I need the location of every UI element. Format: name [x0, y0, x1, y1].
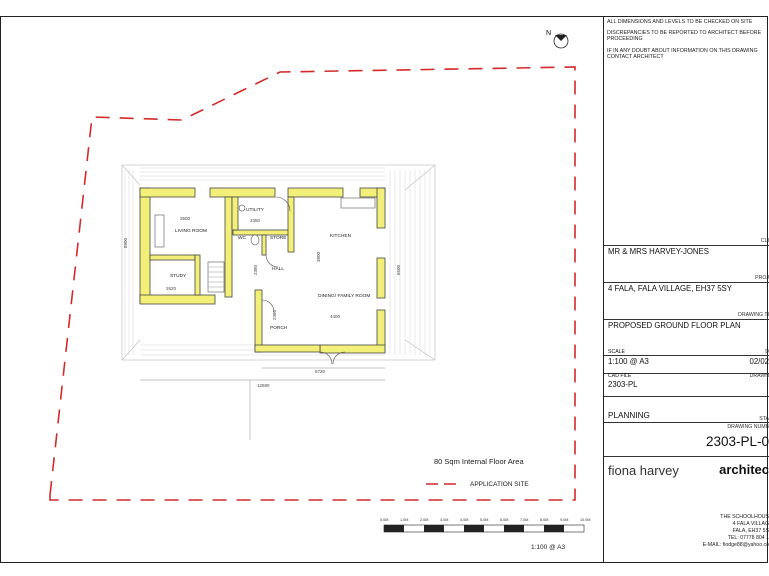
- note-4: IF IN ANY DOUBT ABOUT INFORMATION ON THIS DRAWING: [607, 48, 758, 54]
- drawing-number: 2303-PL-0: [705, 434, 769, 449]
- title-block: [603, 16, 769, 562]
- drawing-title-label: DRAWING TI: [738, 312, 769, 318]
- north-arrow-icon: [546, 30, 568, 48]
- address-line-5: E-MAIL: fiodge88@yahoo.co: [702, 542, 769, 548]
- dim-left-height: 8900: [123, 237, 128, 248]
- scale-tick-label: 4.0M: [460, 518, 469, 522]
- client-name: MR & MRS HARVEY-JONES: [608, 247, 709, 256]
- scale-tick-label: 1.0M: [400, 518, 409, 522]
- legend-application-site: APPLICATION SITE: [470, 481, 529, 488]
- status-value: PLANNING: [608, 411, 650, 420]
- divider: [604, 422, 769, 423]
- scale-field-label: SCALE: [608, 349, 626, 355]
- divider: [604, 319, 769, 320]
- divider: [604, 282, 769, 283]
- room-label-wc: WC: [238, 236, 246, 241]
- scale-bar: [384, 525, 584, 532]
- scale-tick-labels: [380, 518, 591, 522]
- client-label: CLI: [760, 238, 769, 244]
- address-line-3: FALA, EH37 5S: [732, 528, 769, 534]
- divider: [604, 396, 769, 397]
- scale-tick-label: 8.0M: [540, 518, 549, 522]
- scale-tick-label: 6.0M: [500, 518, 509, 522]
- legend-floor-area: 80 Sqm Internal Floor Area: [434, 457, 524, 466]
- project-name: 4 FALA, FALA VILLAGE, EH37 5SY: [608, 284, 732, 293]
- divider: [604, 456, 769, 457]
- note-3: PROCEEDING: [607, 36, 643, 42]
- address-line-2: 4 FALA VILLAG: [732, 521, 769, 527]
- dim-right-height: 6500: [396, 264, 401, 275]
- note-2: DISCREPANCIES TO BE REPORTED TO ARCHITECT BEFORE: [607, 30, 762, 36]
- scale-tick-label: 2.0M: [420, 518, 429, 522]
- dim-utility-width: 2350: [250, 218, 261, 223]
- room-label-kitchen: KITCHEN: [330, 234, 352, 239]
- room-label-utility: UTILITY: [246, 208, 264, 213]
- door-swings: [262, 197, 345, 364]
- dim-hall-height: 2380: [253, 264, 258, 275]
- note-5: CONTACT ARCHITECT: [607, 54, 664, 60]
- drawing-number-label: DRAWING NUMB: [727, 424, 769, 430]
- dim-overall-width-2: 12580: [257, 383, 270, 388]
- room-label-porch: PORCH: [270, 326, 288, 331]
- scale-tick-label: 3.0M: [440, 518, 449, 522]
- scale-value: 1:100 @ A3: [608, 357, 649, 366]
- room-label-dining: DINING/ FAMILY ROOM: [318, 294, 371, 299]
- scale-tick-label: 7.0M: [520, 518, 529, 522]
- dimension-lines: [140, 368, 385, 440]
- status-label: STA: [759, 416, 769, 422]
- room-label-study: STUDY: [170, 274, 187, 279]
- room-label-living: LIVING ROOM: [175, 229, 207, 234]
- dim-kitchen-height: 3800: [316, 251, 321, 262]
- scale-label: 1:100 @ A3: [531, 544, 566, 551]
- divider: [604, 245, 769, 246]
- cad-value: 2303-PL: [608, 380, 638, 389]
- scale-tick-label: 10.0M: [580, 518, 591, 522]
- room-label-hall: HALL: [272, 267, 284, 272]
- divider: [604, 355, 769, 356]
- date-label: D: [765, 349, 769, 355]
- address-line-1: THE SCHOOLHOUS: [720, 514, 769, 520]
- project-label: PROJ: [755, 275, 769, 281]
- dim-study-width: 2620: [166, 286, 177, 291]
- dim-overall-width: 5720: [315, 369, 326, 374]
- scale-tick-label: 9.0M: [560, 518, 569, 522]
- address-line-4: TEL: 07778 804 1: [727, 535, 769, 541]
- cad-label: CAD FILE: [608, 373, 632, 379]
- dim-living-width: 3500: [180, 216, 191, 221]
- firm-type: architec: [719, 462, 769, 477]
- scale-tick-label: 0.0M: [380, 518, 389, 522]
- note-1: ALL DIMENSIONS AND LEVELS TO BE CHECKED ON SITE: [607, 19, 753, 25]
- firm-name: fiona harvey: [608, 463, 679, 478]
- room-label-store: STORE: [270, 236, 287, 241]
- north-label: N: [546, 30, 552, 37]
- dim-dining-width: 4400: [330, 314, 341, 319]
- drawing-title: PROPOSED GROUND FLOOR PLAN: [608, 321, 741, 330]
- date-value: 02/02: [749, 357, 769, 366]
- scale-tick-label: 5.0M: [480, 518, 489, 522]
- drawn-label: DRAWN: [749, 373, 769, 379]
- dim-porch-height: 2380: [272, 309, 277, 320]
